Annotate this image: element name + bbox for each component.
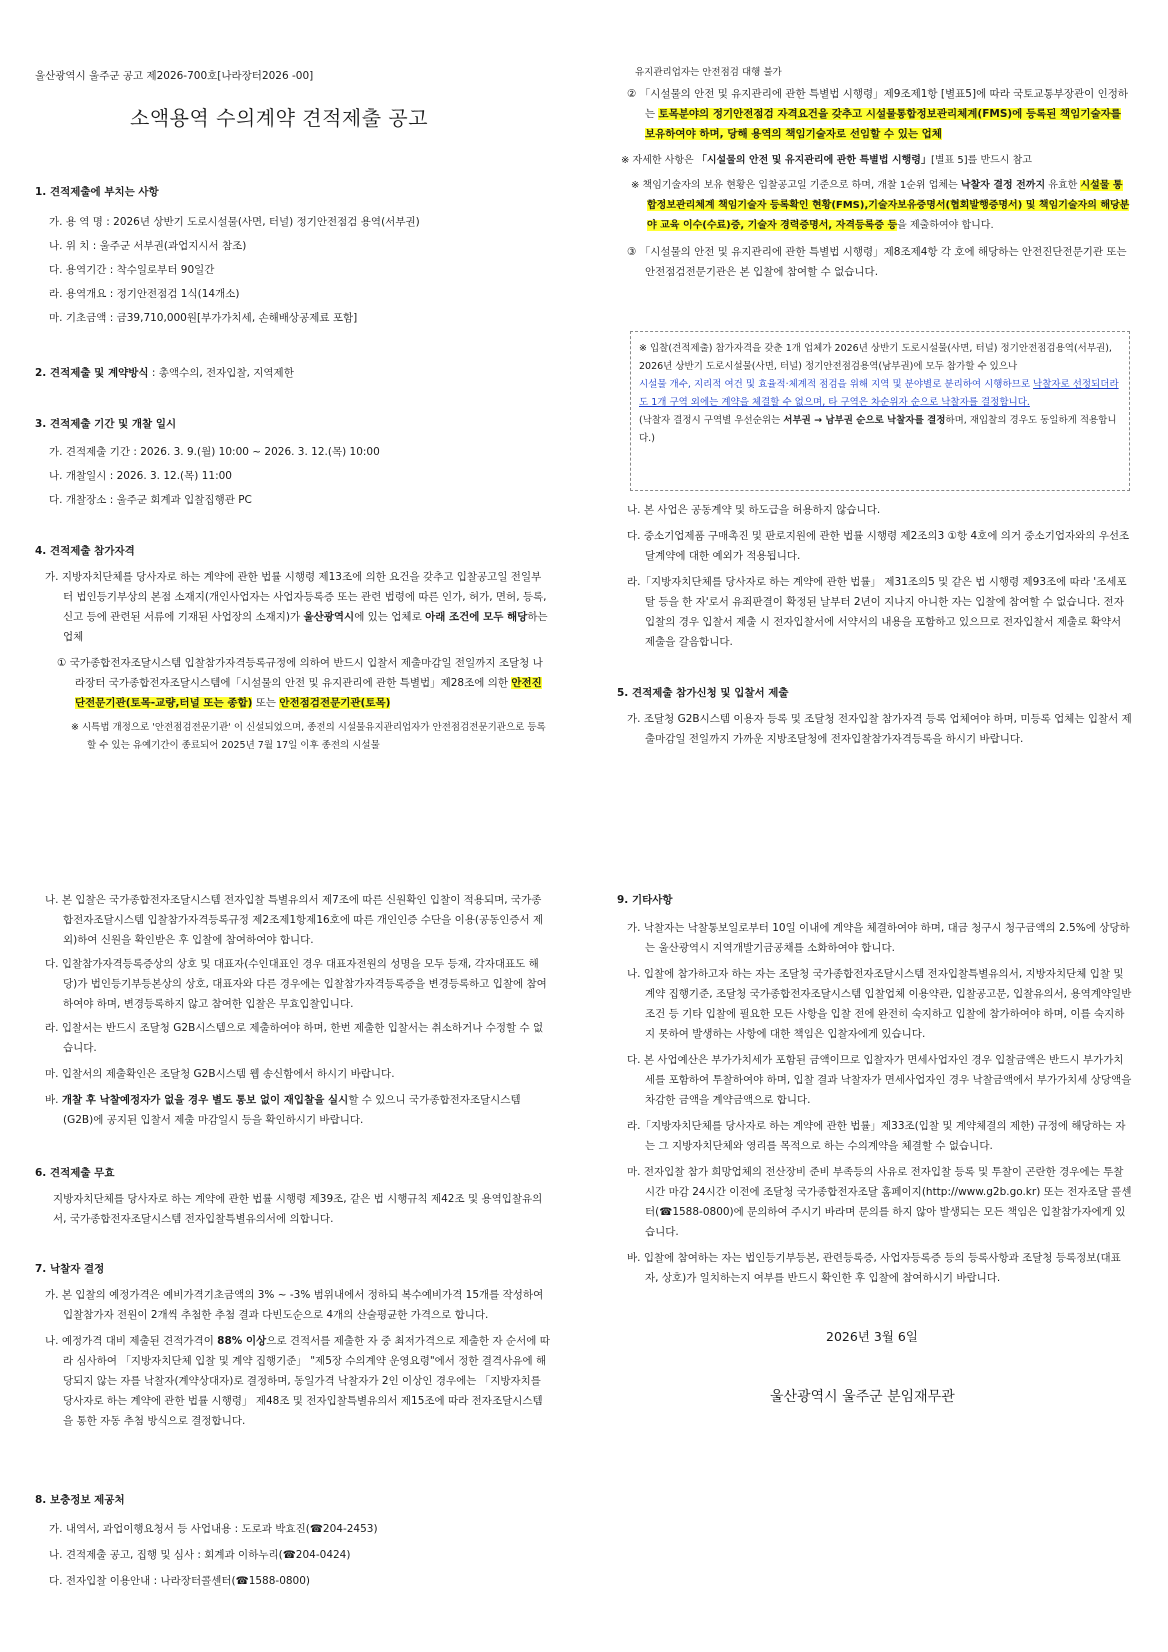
section-text: : 총액수의, 전자입찰, 지역제한 (148, 367, 294, 379)
note: ※ 자세한 사항은 「시설물의 안전 및 유지관리에 관한 특별법 시행령」[별표 5]를 반드시 참고 (621, 155, 1032, 166)
section-4-continued (617, 64, 1132, 282)
paragraph: 가. 낙찰자는 낙찰통보일로부터 10일 이내에 계약을 체결하여야 하며, 대금 청구시 청구금액의 2.5%에 상당하는 울산광역시 지역개발기금공채를 소화하여야 합니다. (627, 922, 1130, 954)
section-title: 8. 보충정보 제공처 (35, 1494, 125, 1506)
section-title: 3. 견적제출 기간 및 개찰 일시 (35, 418, 177, 430)
section-title: 7. 낙찰자 결정 (35, 1263, 105, 1275)
note: ※ 시특법 개정으로 '안전점검전문기관' 이 신설되었으며, 종전의 시설물유지관리업자가 안전점검전문기관으로 등록할 수 있는 유예기간이 종료되어 2025년 7월 17일 이후 종전의 시설물 (71, 722, 546, 751)
list-item: 마. 기초금액 : 금39,710,000원[부가가치세, 손해배상공제료 포함] (49, 312, 358, 324)
paragraph: 다. 입찰참가자격등록증상의 상호 및 대표자(수인대표인 경우 대표자전원의 성명을 모두 등재, 각자대표도 해당)가 법인등기부등본상의 상호, 대표자와 다른 경우에는 입찰참가자격등록증을 변경등록하고 입찰에 참여하여야 하며, 변경등록하지 않고 참여한 입찰은 무효입찰입니다. (45, 958, 547, 1010)
signer: 울산광역시 울주군 분임재무관 (770, 1389, 955, 1405)
paragraph: 가. 본 입찰의 예정가격은 예비가격기초금액의 3% ~ -3% 범위내에서 정하되 복수예비가격 15개를 작성하여 입찰참가자 전원이 2개씩 추첨한 추첨 결과 다빈도순으로 4개의 산술평균한 가격으로 합니다. (45, 1289, 544, 1321)
list-item: 가. 견적제출 기간 : 2026. 3. 9.(월) 10:00 ~ 2026. 3. 12.(목) 10:00 (49, 446, 380, 458)
section-5 (617, 683, 1132, 749)
section-title: 4. 견적제출 참가자격 (35, 545, 135, 557)
paragraph: 라.「지방자치단체를 당사자로 하는 계약에 관한 법률」제33조(입찰 및 계약체결의 제한) 규정에 해당하는 자는 그 지방자치단체와 영리를 목적으로 하는 수의계약을 체결할 수 없습니다. (627, 1120, 1126, 1152)
document-date: 2026년 3월 6일 (826, 1329, 918, 1344)
section-4-items (617, 500, 1132, 652)
list-item: 나. 개찰일시 : 2026. 3. 12.(목) 11:00 (49, 470, 232, 482)
paragraph: 나. 본 사업은 공동계약 및 하도급을 허용하지 않습니다. (627, 504, 881, 516)
paragraph: 마. 입찰서의 제출확인은 조달청 G2B시스템 웹 송신함에서 하시기 바랍니다. (45, 1068, 395, 1080)
paragraph: 바. 개찰 후 낙찰예정자가 없을 경우 별도 통보 없이 재입찰을 실시할 수 있으니 국가종합전자조달시스템(G2B)에 공지된 입찰서 제출 마감일시 등을 확인하시기 바랍니다. (45, 1094, 521, 1126)
list-item: 다. 전자입찰 이용안내 : 나라장터콜센터(☎1588-0800) (49, 1575, 311, 1587)
section-title: 2. 견적제출 및 계약방식 (35, 367, 149, 379)
paragraph: 나. 본 입찰은 국가종합전자조달시스템 전자입찰 특별유의서 제7조에 따른 신원확인 입찰이 적용되며, 국가종합전자조달시스템 입찰참가자격등록규정 제2조제1항제16호에 따른 개인인증 수단을 이용(공동인증서 제외)하여 신원을 확인받은 후 입찰에 참여하여야 합니다. (45, 894, 544, 946)
list-item: 가. 내역서, 과업이행요청서 등 사업내용 : 도로과 박효진(☎204-2453) (49, 1523, 378, 1535)
paragraph: 라. 입찰서는 반드시 조달청 G2B시스템으로 제출하여야 하며, 한번 제출한 입찰서는 취소하거나 수정할 수 없습니다. (45, 1022, 544, 1054)
note: 유지관리업자는 안전점검 대행 불가 (635, 67, 782, 78)
paragraph: 가. 조달청 G2B시스템 이용자 등록 및 조달청 전자입찰 참가자격 등록 업체여야 하며, 미등록 업체는 입찰서 제출마감일 전일까지 가까운 지방조달청에 전자입찰참가자격등록을 하시기 바랍니다. (627, 713, 1132, 745)
section-8 (35, 1490, 550, 1594)
section-2 (35, 363, 550, 383)
notice-number: 울산광역시 울주군 공고 제2026-700호[나라장터2026 -00] (35, 70, 314, 82)
paragraph: 바. 입찰에 참여하는 자는 법인등기부등본, 관련등록증, 사업자등록증 등의 등록사항과 조달청 등록정보(대표자, 상호)가 일치하는지 여부를 반드시 확인한 후 입찰에 참여하시기 바랍니다. (627, 1252, 1121, 1284)
paragraph: 나. 예정가격 대비 제출된 견적가격이 88% 이상으로 견적서를 제출한 자 중 최저가격으로 제출한 자 순서에 따라 심사하여 「지방자치단체 입찰 및 계약 집행기준」 "제5장 수의계약 운영요령"에서 정한 결격사유에 해당되지 않는 자를 낙찰자(계약상대자)로 결정하며, 동일가격 낙찰자가 2인 이상인 경우에는 「지방자치를 당사자로 하는 계약에 관한 법률 시행령」 제48조 및 전자입찰특별유의서 제15조에 따라 전자조달시스템을 통한 자동 추첨 방식으로 결정합니다. (45, 1335, 550, 1427)
paragraph: ① 국가종합전자조달시스템 입찰참가자격등록규정에 의하여 반드시 입찰서 제출마감일 전일까지 조달청 나라장터 국가종합전자조달시스템에「시설물의 안전 및 유지관리에 관한 특별법」제28조에 의한 안전진단전문기관(토목-교량,터널 또는 종합) 또는 안전점검전문기관(토목) (57, 657, 543, 709)
note: ※ 책임기술자의 보유 현황은 입찰공고일 기준으로 하며, 개찰 1순위 업체는 낙찰자 결정 전까지 유효한 시설물 통합정보관리체계 책임기술자 등록확인 현황(FMS),기술자보유증명서(협회발행증명서) 및 책임기술자의 해당분야 교육 이수(수료)증, 기술자 경력증명서, 자격등록증 등을 제출하여야 합니다. (631, 180, 1130, 231)
section-7 (35, 1259, 550, 1431)
section-3 (35, 414, 550, 512)
paragraph: 다. 본 사업예산은 부가가치세가 포함된 금액이므로 입찰자가 면세사업자인 경우 입찰금액은 반드시 부가가치세를 포함하여 투찰하여야 하며, 입찰 결과 낙찰자가 면세사업자인 경우 낙찰금액에서 부가가치세 상당액을 차감한 금액을 계약금액으로 합니다. (627, 1054, 1132, 1106)
paragraph: 마. 전자입찰 참가 희망업체의 전산장비 준비 부족등의 사유로 전자입찰 등록 및 투찰이 곤란한 경우에는 투찰시간 마감 24시간 이전에 조달청 국가종합전자조달 홈페이지(http://www.g2b.go.kr) 또는 전자조달 콜센터(☎1588-0800)에 문의하여 주시기 바라며 문의를 하지 않아 발생되는 모든 책임은 입찰참가자에게 있습니다. (627, 1166, 1132, 1238)
paragraph: 다. 중소기업제품 구매촉진 및 판로지원에 관한 법률 시행령 제2조의3 ①항 4호에 의거 중소기업자와의 우선조달계약에 대한 예외가 적용됩니다. (627, 530, 1130, 562)
section-1 (35, 182, 550, 330)
section-9 (617, 890, 1132, 1288)
section-title: 5. 견적제출 참가신청 및 입찰서 제출 (617, 687, 789, 699)
list-item: 나. 위 치 : 울주군 서부권(과업지시서 참조) (49, 240, 247, 252)
section-4 (35, 541, 550, 755)
section-title: 6. 견적제출 무효 (35, 1167, 115, 1179)
section-5-continued (35, 890, 550, 1130)
box-text: 시설물 개수, 지리적 여건 및 효율적·체계적 점검을 위해 지역 및 분야별로 분리하여 시행하므로 낙찰자로 선정되더라도 1개 구역 외에는 계약을 체결할 수 없으며, 타 구역은 차순위자 순으로 낙찰자를 결정합니다. (639, 379, 1119, 408)
list-item: 가. 용 역 명 : 2026년 상반기 도로시설물(사면, 터널) 정기안전점검 용역(서부권) (49, 216, 420, 228)
list-item: 나. 견적제출 공고, 집행 및 심사 : 회계과 이하누리(☎204-0424) (49, 1549, 351, 1561)
paragraph: 라.「지방자치단체를 당사자로 하는 계약에 관한 법률」 제31조의5 및 같은 법 시행령 제93조에 따라 '조세포탈 등을 한 자'로서 유죄판결이 확정된 날부터 2년이 지나지 아니한 자는 입찰에 참여할 수 없습니다. 전자입찰의 경우 입찰서 제출 시 전자입찰서에 서약서의 내용을 포함하고 있으므로 전자입찰서 제출로 확약서 제출을 갈음합니다. (627, 576, 1127, 648)
list-item: 라. 용역개요 : 정기안전점검 1식(14개소) (49, 288, 240, 300)
section-title: 9. 기타사항 (617, 894, 673, 906)
box-text: (낙찰자 결정시 구역별 우선순위는 서부권 → 남부권 순으로 낙찰자를 결정하며, 재입찰의 경우도 동일하게 적용합니다.) (639, 415, 1117, 444)
box-text: ※ 입찰(견적제출) 참가자격을 갖춘 1개 업체가 2026년 상반기 도로시설물(사면, 터널) 정기안전점검용역(서부권), 2026년 상반기 도로시설물(사면, 터널) 정기안전점검용역(남부권)에 모두 참가할 수 있으나 (639, 343, 1112, 372)
paragraph: ② 「시설물의 안전 및 유지관리에 관한 특별법 시행령」제9조제1항 [별표5]에 따라 국토교통부장관이 인정하는 토목분야의 정기안전점검 자격요건을 갖추고 시설물통합정보관리체계(FMS)에 등록된 책임기술자를 보유하여야 하며, 당해 용역의 책임기술자로 선임할 수 있는 업체 (627, 88, 1129, 140)
list-item: 다. 개찰장소 : 울주군 회계과 입찰집행관 PC (49, 494, 252, 506)
paragraph: 가. 지방자치단체를 당사자로 하는 계약에 관한 법률 시행령 제13조에 의한 요건을 갖추고 입찰공고일 전일부터 법인등기부상의 본점 소재지(개인사업자는 사업자등록증 또는 관련 법령에 따른 인가, 허가, 면허, 등록, 신고 등에 관련된 서류에 기재된 사업장의 소재지)가 울산광역시에 있는 업체로 아래 조건에 모두 해당하는 업체 (45, 571, 548, 643)
paragraph: ③ 「시설물의 안전 및 유지관리에 관한 특별법 시행령」제8조제4항 각 호에 해당하는 안전진단전문기관 또는 안전점검전문기관은 본 입찰에 참여할 수 없습니다. (627, 246, 1127, 278)
paragraph: 지방자치단체를 당사자로 하는 계약에 관한 법률 시행령 제39조, 같은 법 시행규칙 제42조 및 용역입찰유의서, 국가종합전자조달시스템 전자입찰특별유의서에 의합니다. (53, 1193, 543, 1225)
page-title: 소액용역 수의계약 견적제출 공고 (130, 106, 429, 130)
section-6 (35, 1163, 550, 1229)
paragraph: 나. 입찰에 참가하고자 하는 자는 조달청 국가종합전자조달시스템 전자입찰특별유의서, 지방자치단체 입찰 및 계약 집행기준, 조달청 국가종합전자조달시스템 입찰업체 이용약관, 입찰공고문, 입찰유의서, 용역계약일반조건 등 기타 입찰에 필요한 모든 사항을 입찰 전에 완전히 숙지하고 입찰에 참가하여야 하며, 이를 숙지하지 못하여 발생하는 사항에 대한 책임은 입찰자에게 있습니다. (627, 968, 1132, 1040)
list-item: 다. 용역기간 : 착수일로부터 90일간 (49, 264, 215, 276)
notice-box (630, 331, 1130, 491)
section-title: 1. 견적제출에 부치는 사항 (35, 186, 159, 198)
